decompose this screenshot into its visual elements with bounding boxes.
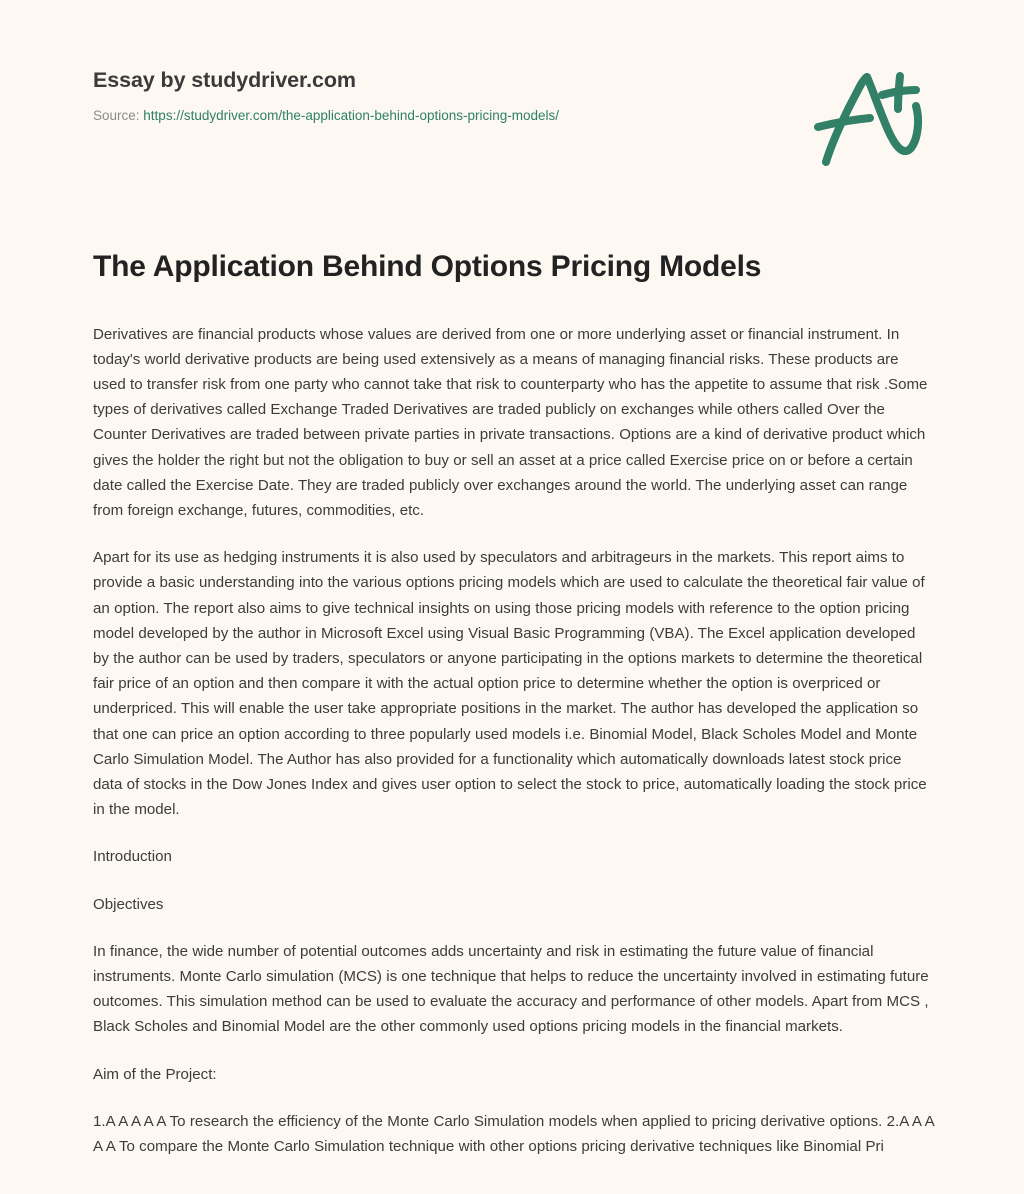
paragraph-intro: Derivatives are financial products whose values are derived from one or more underlying asset or financial instrument. In today's world derivative products are being used extensively as a means of managing financial risks. These products are used to transfer risk from one party who cannot take that risk to counterparty who has the appetite to assume that risk .Some types of derivatives called Exchange Traded Derivatives are traded publicly on exchanges while others called Over the Counter Derivatives are traded between private parties in private transactions. Options are a kind of derivative product which gives the holder the right but not the obligation to buy or sell an asset at a price called Exercise price on or before a certain date called the Exercise Date. They are traded publicly over exchanges around the world. The underlying asset can range from foreign exchange, futures, commodities, etc. xyxy=(93,325,928,520)
page-title: The Application Behind Options Pricing Models xyxy=(93,250,762,283)
a-plus-logo-icon xyxy=(812,68,924,168)
paragraph-report-aim: Apart for its use as hedging instruments it is also used by speculators and arbitrageurs in the markets. This report aims to provide a basic understanding into the various options pricing models which are used to calculate the theoretical fair value of an option. The report also aims to give technical insights on using those pricing models with reference to the option pricing model developed by the author in Microsoft Excel using Visual Basic Programming (VBA). The Excel application developed by the author can be used by traders, speculators or anyone participating in the options markets to determine the theoretical fair price of an option and then compare it with the actual option price to determine whether the option is overpriced or underpriced. This will enable the user take appropriate positions in the market. The author has developed the application so that one can price an option according to three popularly used models i.e. Binomial Model, Black Scholes Model and Monte Carlo Simulation Model. The Author has also provided for a functionality which automatically downloads latest stock price data of stocks in the Dow Jones Index and gives user option to select the stock to price, automatically loading the stock price in the model. xyxy=(93,549,927,819)
brand-title: Essay by studydriver.com xyxy=(93,68,356,92)
paragraph-aims-list: 1.A A A A A To research the efficiency of the Monte Carlo Simulation models when applied to pricing derivative options. 2.A A A A A To compare the Monte Carlo Simulation technique with other options pricing derivative techniques like Binomial Pri xyxy=(93,1112,934,1156)
heading-objectives: Objectives xyxy=(93,895,164,913)
article xyxy=(93,249,935,1159)
page-header xyxy=(0,0,1024,190)
heading-introduction: Introduction xyxy=(93,848,172,866)
a-plus-logo-svg xyxy=(812,68,924,168)
article-body xyxy=(93,322,935,1160)
source-label: Source: xyxy=(93,107,140,123)
source-line xyxy=(93,107,793,125)
brand-block xyxy=(93,68,793,124)
heading-aim-of-project: Aim of the Project: xyxy=(93,1065,217,1083)
paragraph-monte-carlo: In finance, the wide number of potential outcomes adds uncertainty and risk in estimating the future value of financial instruments. Monte Carlo simulation (MCS) is one technique that helps to reduce the uncertainty involved in estimating future outcomes. This simulation method can be used to evaluate the accuracy and performance of other models. Apart from MCS , Black Scholes and Binomial Model are the other commonly used options pricing models in the financial markets. xyxy=(93,942,929,1036)
source-url-link[interactable]: https://studydriver.com/the-application-behind-options-pricing-models/ xyxy=(143,107,560,123)
